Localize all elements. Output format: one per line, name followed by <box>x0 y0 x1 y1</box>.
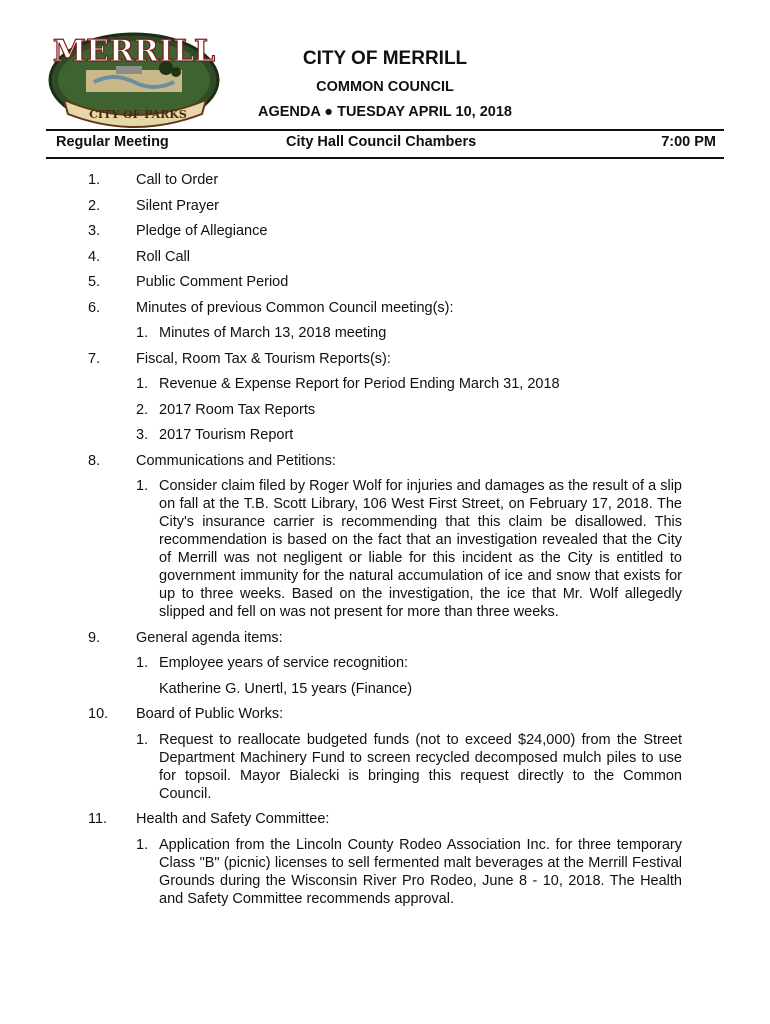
agenda-subitem-number: 1. <box>136 325 149 341</box>
meeting-info-row <box>56 134 716 154</box>
agenda-subitem-number: 2. <box>136 401 149 418</box>
agenda-item-text: General agenda items: <box>136 629 283 646</box>
agenda-item-number: 9. <box>88 629 101 646</box>
agenda-item-4 <box>0 248 770 266</box>
header-divider-top <box>46 129 724 131</box>
agenda-subitem <box>136 324 682 342</box>
agenda-subitem-text: 2017 Tourism Report <box>159 427 294 443</box>
agenda-item-number: 8. <box>88 452 101 469</box>
agenda-item-text: Communications and Petitions: <box>136 452 336 469</box>
agenda-item-text: Minutes of previous Common Council meeting(s): <box>136 299 454 316</box>
agenda-item-text: Silent Prayer <box>136 197 220 214</box>
agenda-subitem <box>136 654 682 672</box>
agenda-subitem <box>136 426 682 444</box>
agenda-item-number: 7. <box>88 350 101 367</box>
agenda-item-text: Health and Safety Committee: <box>136 811 330 827</box>
agenda-item-number: 10. <box>88 706 109 722</box>
agenda-subitem-text: Request to reallocate budgeted funds (not to exceed $24,000) from the Street Department Machinery Fund to screen recycled decomposed mulch piles to use for topsoil. Mayor Bialecki is bringing this request directly to the Common Council. <box>159 731 682 802</box>
agenda-item-3 <box>0 222 770 240</box>
agenda-subitem-number: 1. <box>136 376 149 392</box>
agenda-item-number: 11. <box>88 811 108 827</box>
agenda-item-text: Call to Order <box>136 172 219 188</box>
agenda-subitem-text: Minutes of March 13, 2018 meeting <box>159 325 387 341</box>
agenda-item-9 <box>0 629 770 647</box>
agenda-item-11 <box>0 810 770 828</box>
agenda-item-5 <box>0 273 770 291</box>
agenda-subitem-text: Consider claim filed by Roger Wolf for injuries and damages as the result of a slip on fall at the T.B. Scott Library, 106 West First Street, on February 17, 2018. The City's insurance carrier is recommending that this claim be disallowed. This recommendation is based on the fact that an investigation revealed that the City of Merrill was not negligent or liable for this incident as the City is entitled to government immunity for the natural accumulation of ice and snow that exists for up to three weeks. Based on the investigation, the ice that Mr. Wolf allegedly slipped and fell on was not present for more than three weeks. <box>159 478 682 620</box>
agenda-item-text: Public Comment Period <box>136 274 289 290</box>
agenda-item-text: Pledge of Allegiance <box>136 223 268 239</box>
logo-name-text: MERRILL <box>52 34 216 69</box>
agenda-item-number: 4. <box>88 248 101 265</box>
agenda-subitem-number: 1. <box>136 655 149 671</box>
agenda-subitem-number: 3. <box>136 427 149 443</box>
meeting-type: Regular Meeting <box>56 134 169 150</box>
agenda-item-2 <box>0 197 770 215</box>
council-name: COMMON COUNCIL <box>316 79 454 95</box>
meeting-time: 7:00 PM <box>661 134 716 150</box>
agenda-item-number: 1. <box>88 172 101 188</box>
agenda-item-7 <box>0 350 770 368</box>
agenda-subitem <box>136 401 682 419</box>
agenda-item-number: 3. <box>88 223 101 239</box>
meeting-location: City Hall Council Chambers <box>286 134 477 150</box>
agenda-date-line: AGENDA ● TUESDAY APRIL 10, 2018 <box>257 104 512 120</box>
agenda-item-number: 5. <box>88 274 101 290</box>
header-divider-bottom <box>46 157 724 159</box>
agenda-subitem-number: 1. <box>136 836 149 853</box>
agenda-subitem-number: 1. <box>136 478 149 494</box>
agenda-item-number: 6. <box>88 299 101 316</box>
agenda-item-6 <box>0 299 770 317</box>
agenda-subitem <box>136 477 682 621</box>
agenda-item-number: 2. <box>88 197 101 214</box>
agenda-subitem-text: Application from the Lincoln County Rodeo Association Inc. for three temporary Class "B" (picnic) licenses to sell fermented malt beverages at the Merrill Festival Grounds during the Wisconsin River Pro Rodeo, June 8 - 10, 2018. The Health and Safety Committee recommends approval. <box>159 836 682 907</box>
agenda-subitem-text: Employee years of service recognition: <box>159 655 409 671</box>
agenda-item-8 <box>0 452 770 470</box>
logo-ribbon-text: CITY OF PARKS <box>89 108 187 121</box>
agenda-item-text: Fiscal, Room Tax & Tourism Reports(s): <box>136 350 391 367</box>
agenda-subitem <box>136 836 682 908</box>
agenda-item-text: Roll Call <box>136 248 190 265</box>
agenda-subitem-text: 2017 Room Tax Reports <box>159 401 316 418</box>
agenda-subitem <box>136 375 682 393</box>
agenda-item-text: Board of Public Works: <box>136 706 284 722</box>
agenda-subitem-number: 1. <box>136 731 149 748</box>
agenda-items-list <box>0 171 770 915</box>
agenda-subitem <box>136 731 682 803</box>
agenda-item-10 <box>0 705 770 723</box>
agenda-subitem-text: Revenue & Expense Report for Period Ending March 31, 2018 <box>159 376 560 392</box>
agenda-item-1 <box>0 171 770 189</box>
agenda-subitem-note: Katherine G. Unertl, 15 years (Finance) <box>159 680 413 697</box>
city-title: CITY OF MERRILL <box>302 48 468 69</box>
